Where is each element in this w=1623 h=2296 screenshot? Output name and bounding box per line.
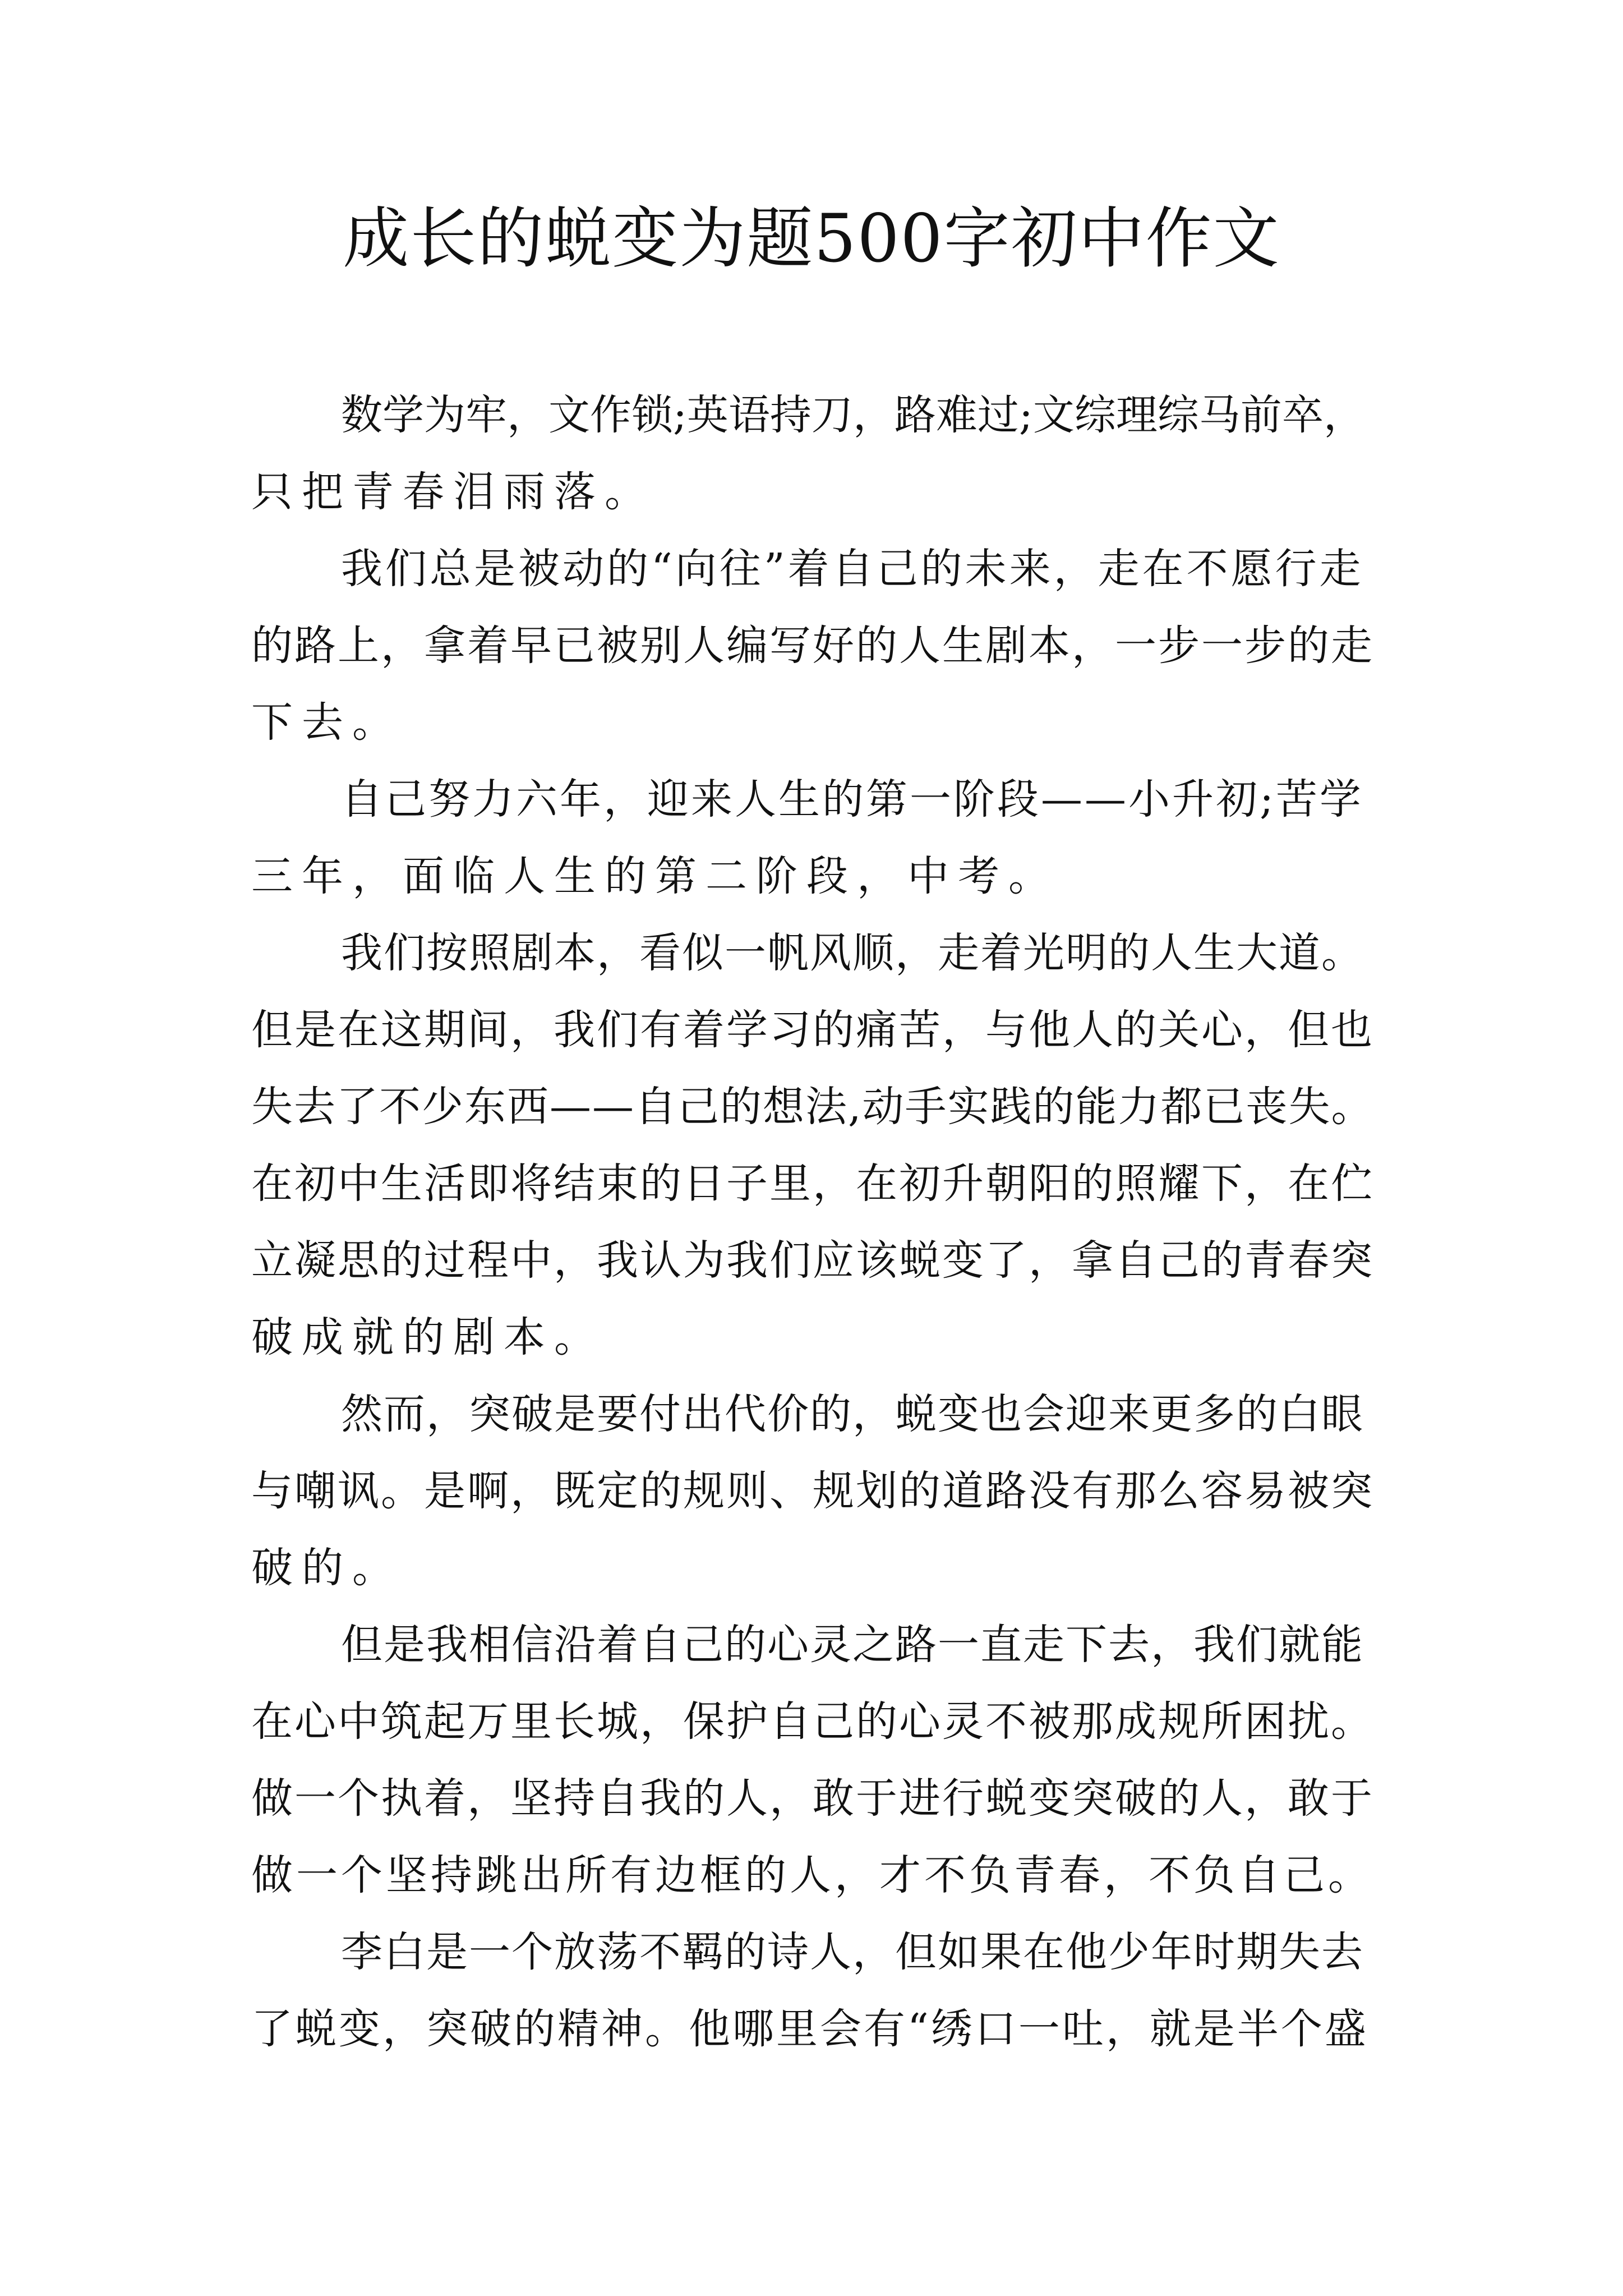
text-line: 在初中生活即将结束的日子里，在初升朝阳的照耀下，在伫 bbox=[251, 1159, 1374, 1208]
paragraph-6 bbox=[251, 1607, 1374, 1914]
text-line: 失去了不少东西——自己的想法,动手实践的能力都已丧失。 bbox=[251, 1083, 1374, 1131]
text-line: 但是在这期间，我们有着学习的痛苦，与他人的关心，但也 bbox=[251, 1006, 1374, 1054]
text-line: 破成就的剧本。 bbox=[251, 1313, 605, 1361]
text-line: 了蜕变，突破的精神。他哪里会有“绣口一吐，就是半个盛 bbox=[251, 2005, 1368, 2053]
paragraph-4 bbox=[251, 915, 1374, 1376]
text-line: 只把青春泪雨落。 bbox=[251, 468, 655, 516]
text-line: 与嘲讽。是啊，既定的规则、规划的道路没有那么容易被突 bbox=[251, 1467, 1374, 1515]
text-line: 下去。 bbox=[251, 698, 403, 747]
text-line: 做一个执着，坚持自我的人，敢于进行蜕变突破的人，敢于 bbox=[251, 1774, 1374, 1823]
text-line: 自己努力六年，迎来人生的第一阶段——小升初;苦学 bbox=[341, 775, 1363, 823]
text-line: 我们总是被动的“向往”着自己的未来，走在不愿行走 bbox=[341, 545, 1364, 593]
text-line: 数学为牢，文作锁;英语持刀，路难过;文综理综马前卒， bbox=[341, 391, 1365, 439]
text-line: 破的。 bbox=[251, 1544, 403, 1592]
paragraph-5 bbox=[251, 1376, 1374, 1607]
paragraph-3 bbox=[251, 761, 1374, 915]
text-line: 但是我相信沿着自己的心灵之路一直走下去，我们就能 bbox=[341, 1621, 1364, 1669]
text-line: 立凝思的过程中，我认为我们应该蜕变了，拿自己的青春突 bbox=[251, 1236, 1374, 1285]
text-line: 的路上，拿着早已被别人编写好的人生剧本，一步一步的走 bbox=[251, 622, 1374, 670]
text-line: 在心中筑起万里长城，保护自己的心灵不被那成规所困扰。 bbox=[251, 1697, 1374, 1746]
text-line: 我们按照剧本，看似一帆风顺，走着光明的人生大道。 bbox=[341, 929, 1364, 977]
paragraph-7 bbox=[251, 1914, 1374, 2068]
paragraph-2 bbox=[251, 531, 1374, 761]
text-line: 然而，突破是要付出代价的，蜕变也会迎来更多的白眼 bbox=[341, 1390, 1364, 1438]
paragraph-1 bbox=[251, 377, 1374, 531]
document-title: 成长的蜕变为题500字初中作文 bbox=[343, 200, 1280, 277]
text-line: 做一个坚持跳出所有边框的人，才不负青春，不负自己。 bbox=[251, 1851, 1373, 1899]
text-line: 三年，面临人生的第二阶段，中考。 bbox=[251, 852, 1059, 900]
text-line: 李白是一个放荡不羁的诗人，但如果在他少年时期失去 bbox=[341, 1928, 1364, 1976]
document-body bbox=[251, 377, 1374, 2068]
